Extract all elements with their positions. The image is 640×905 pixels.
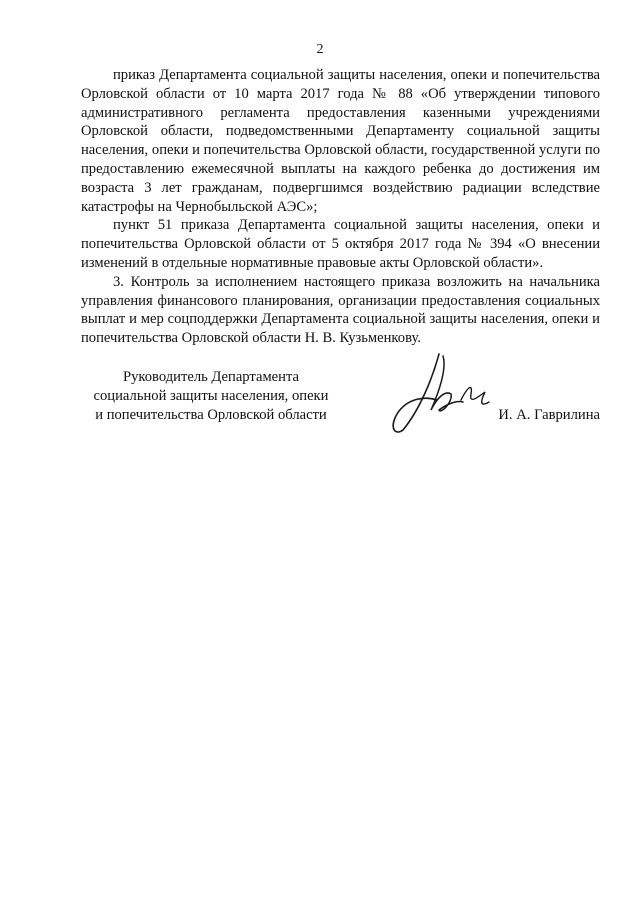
signer-title [81,368,341,424]
signer-title-line: социальной защиты населения, опеки [93,387,329,404]
document-body [81,66,600,348]
text-line: приказ Департамента социальной защиты населения, опеки и попечительства [113,67,600,83]
signer-name: И. А. Гаврилина [498,406,600,423]
paragraph-control-clause [81,273,600,348]
text-line: попечительства Орловской области от 5 октября 2017 года № 394 «О внесении [81,236,600,253]
text-line: катастрофы на Чернобыльской АЭС»; [81,198,318,215]
text-line: административного регламента предоставления казенными учреждениями [81,104,600,121]
signature-block [81,368,600,438]
text-line: изменений в отдельные нормативные правовые акты Орловской области». [81,254,544,271]
text-line: Орловской области от 10 марта 2017 года № 88 «Об утверждении типового [81,85,600,102]
text-line: возраста 3 лет гражданам, подвергшимся воздействию радиации вследствие [81,179,600,196]
paragraph-previous-order [81,66,600,216]
text-line: выплат и мер соцподдержки Департамента социальной защиты населения, опеки и [81,311,600,328]
text-line: управления финансового планирования, организации предоставления социальных [81,292,600,309]
text-line: 3. Контроль за исполнением настоящего приказа возложить на начальника [113,273,600,290]
paragraph-item-51 [81,216,600,272]
text-line: предоставлению ежемесячной выплаты на каждого ребенка до достижения им [81,160,600,177]
text-line: Орловской области, подведомственными Департаменту социальной защиты [81,123,600,140]
signer-title-line: Руководитель Департамента [123,369,299,385]
text-line: пункт 51 приказа Департамента социальной защиты населения, опеки и [113,217,600,234]
page-number: 2 [316,42,324,57]
handwritten-signature [381,348,521,438]
text-line: населения, опеки и попечительства Орловской области, государственной услуги по [81,142,600,159]
signer-title-line: и попечительства Орловской области [95,406,327,423]
text-line: попечительства Орловской области Н. В. Кузьменкову. [81,330,421,347]
